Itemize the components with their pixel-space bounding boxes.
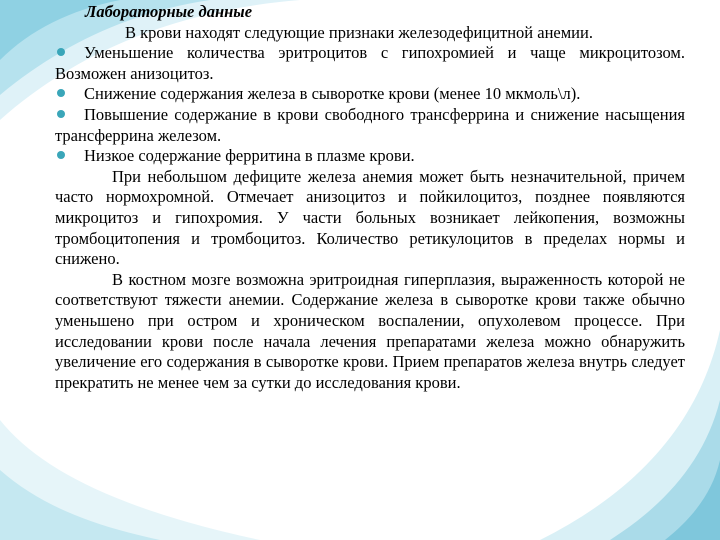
bullet-text: Повышение содержание в крови свободного трансферрина и снижение насыщения трансферрина железом.	[55, 104, 685, 145]
intro-paragraph: В крови находят следующие признаки железодефицитной анемии.	[125, 22, 593, 42]
bullet-dot-icon	[57, 151, 65, 159]
bullet-text: Уменьшение количества эритроцитов с гипохромией и чаще микроцитозом. Возможен анизоцитоз.	[55, 43, 685, 83]
slide-content	[55, 2, 685, 393]
bullet-text: Низкое содержание ферритина в плазме крови.	[84, 146, 415, 166]
body-paragraph: При небольшом дефиците железа анемия может быть незначительной, причем часто нормохромной. Отмечает анизоцитоз и пойкилоцитоз, позднее появляются микроцитоз и гипохромия. У части больных возникает лейкопения, возможны тромбоцитопения и тромбоцитоз. Количество ретикулоцитов в пределах нормы и снижено.	[55, 166, 685, 269]
bullet-text: Снижение содержания железа в сыворотке крови (менее 10 мкмоль\л).	[84, 84, 581, 104]
bullet-dot-icon	[57, 110, 65, 118]
bullet-item	[55, 146, 685, 167]
bullet-item	[55, 105, 685, 146]
bullet-dot-icon	[57, 48, 65, 56]
bullet-item	[55, 43, 685, 84]
bullet-dot-icon	[57, 89, 65, 97]
slide-heading: Лабораторные данные	[85, 2, 253, 21]
body-paragraph: В костном мозге возможна эритроидная гиперплазия, выраженность которой не соответствуют тяжести анемии. Содержание железа в сыворотке крови также обычно уменьшено при остром и хроническом воспалении, опухолевом процессе. При исследовании крови после начала лечения препаратами железа можно обнаружить увеличение его содержания в сыворотке крови. Прием препаратов железа внутрь следует прекратить не менее чем за сутки до исследования крови.	[55, 269, 685, 392]
bullet-item	[55, 84, 685, 105]
